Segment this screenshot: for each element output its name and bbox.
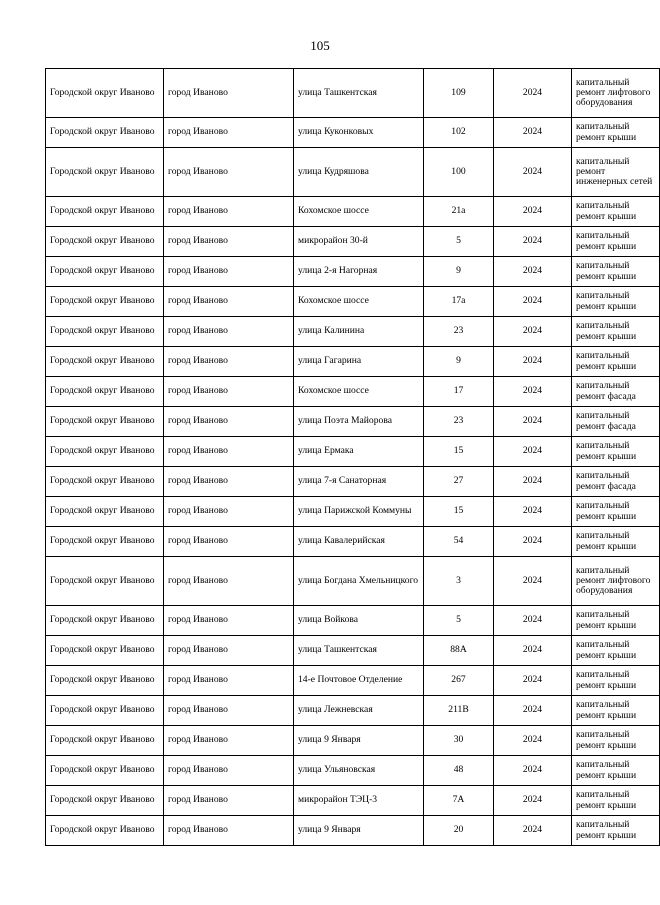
settlement-cell: город Иваново (164, 347, 294, 377)
settlement-cell: город Иваново (164, 557, 294, 606)
year-cell: 2024 (494, 726, 572, 756)
year-cell: 2024 (494, 497, 572, 527)
year-cell: 2024 (494, 197, 572, 227)
house-number-cell: 211В (424, 696, 494, 726)
settlement-cell: город Иваново (164, 666, 294, 696)
street-cell: улица 7-я Санаторная (294, 467, 424, 497)
table-row (46, 636, 660, 666)
settlement-cell: город Иваново (164, 287, 294, 317)
municipality-cell: Городской округ Иваново (46, 557, 164, 606)
settlement-cell: город Иваново (164, 69, 294, 118)
settlement-cell: город Иваново (164, 407, 294, 437)
house-number-cell: 102 (424, 118, 494, 148)
work-type-cell: капитальный ремонт лифтового оборудования (572, 69, 660, 118)
settlement-cell: город Иваново (164, 467, 294, 497)
house-number-cell: 17 (424, 377, 494, 407)
house-number-cell: 7А (424, 786, 494, 816)
work-type-cell: капитальный ремонт крыши (572, 118, 660, 148)
work-type-cell: капитальный ремонт крыши (572, 197, 660, 227)
house-number-cell: 21а (424, 197, 494, 227)
table-row (46, 257, 660, 287)
work-type-cell: капитальный ремонт крыши (572, 786, 660, 816)
table-row (46, 527, 660, 557)
year-cell: 2024 (494, 816, 572, 846)
house-number-cell: 27 (424, 467, 494, 497)
work-type-cell: капитальный ремонт крыши (572, 497, 660, 527)
table-row (46, 69, 660, 118)
municipality-cell: Городской округ Иваново (46, 467, 164, 497)
settlement-cell: город Иваново (164, 696, 294, 726)
municipality-cell: Городской округ Иваново (46, 636, 164, 666)
municipality-cell: Городской округ Иваново (46, 347, 164, 377)
street-cell: улица Кудряшова (294, 148, 424, 197)
house-number-cell: 48 (424, 756, 494, 786)
street-cell: улица Ульяновская (294, 756, 424, 786)
year-cell: 2024 (494, 557, 572, 606)
municipality-cell: Городской округ Иваново (46, 437, 164, 467)
year-cell: 2024 (494, 317, 572, 347)
settlement-cell: город Иваново (164, 636, 294, 666)
municipality-cell: Городской округ Иваново (46, 377, 164, 407)
table-row (46, 467, 660, 497)
street-cell: улица Парижской Коммуны (294, 497, 424, 527)
settlement-cell: город Иваново (164, 527, 294, 557)
street-cell: улица Ермака (294, 437, 424, 467)
house-number-cell: 100 (424, 148, 494, 197)
municipality-cell: Городской округ Иваново (46, 118, 164, 148)
street-cell: Кохомское шоссе (294, 287, 424, 317)
table-row (46, 666, 660, 696)
house-number-cell: 88А (424, 636, 494, 666)
street-cell: улица Лежневская (294, 696, 424, 726)
year-cell: 2024 (494, 377, 572, 407)
year-cell: 2024 (494, 407, 572, 437)
house-number-cell: 5 (424, 227, 494, 257)
municipality-cell: Городской округ Иваново (46, 527, 164, 557)
work-type-cell: капитальный ремонт лифтового оборудования (572, 557, 660, 606)
settlement-cell: город Иваново (164, 148, 294, 197)
page-number: 105 (310, 38, 330, 53)
table-row (46, 816, 660, 846)
year-cell: 2024 (494, 347, 572, 377)
work-type-cell: капитальный ремонт фасада (572, 467, 660, 497)
house-number-cell: 17а (424, 287, 494, 317)
municipality-cell: Городской округ Иваново (46, 786, 164, 816)
municipality-cell: Городской округ Иваново (46, 726, 164, 756)
street-cell: улица Кавалерийская (294, 527, 424, 557)
table-row (46, 407, 660, 437)
settlement-cell: город Иваново (164, 197, 294, 227)
municipality-cell: Городской округ Иваново (46, 148, 164, 197)
work-type-cell: капитальный ремонт крыши (572, 696, 660, 726)
table-row (46, 557, 660, 606)
settlement-cell: город Иваново (164, 726, 294, 756)
municipality-cell: Городской округ Иваново (46, 69, 164, 118)
street-cell: микрорайон 30-й (294, 227, 424, 257)
house-number-cell: 9 (424, 347, 494, 377)
year-cell: 2024 (494, 257, 572, 287)
settlement-cell: город Иваново (164, 257, 294, 287)
settlement-cell: город Иваново (164, 756, 294, 786)
year-cell: 2024 (494, 756, 572, 786)
table-row (46, 227, 660, 257)
house-number-cell: 30 (424, 726, 494, 756)
street-cell: улица Богдана Хмельницкого (294, 557, 424, 606)
table-row (46, 287, 660, 317)
settlement-cell: город Иваново (164, 816, 294, 846)
table-row (46, 148, 660, 197)
work-type-cell: капитальный ремонт фасада (572, 377, 660, 407)
house-number-cell: 267 (424, 666, 494, 696)
street-cell: 14-е Почтовое Отделение (294, 666, 424, 696)
table-row (46, 118, 660, 148)
work-type-cell: капитальный ремонт крыши (572, 347, 660, 377)
year-cell: 2024 (494, 527, 572, 557)
municipality-cell: Городской округ Иваново (46, 756, 164, 786)
house-number-cell: 109 (424, 69, 494, 118)
street-cell: улица Войкова (294, 606, 424, 636)
work-type-cell: капитальный ремонт крыши (572, 726, 660, 756)
settlement-cell: город Иваново (164, 377, 294, 407)
table-row (46, 197, 660, 227)
street-cell: улица 9 Января (294, 726, 424, 756)
house-number-cell: 54 (424, 527, 494, 557)
work-type-cell: капитальный ремонт крыши (572, 816, 660, 846)
house-number-cell: 23 (424, 407, 494, 437)
settlement-cell: город Иваново (164, 227, 294, 257)
year-cell: 2024 (494, 287, 572, 317)
table-row (46, 437, 660, 467)
settlement-cell: город Иваново (164, 118, 294, 148)
year-cell: 2024 (494, 467, 572, 497)
table-row (46, 317, 660, 347)
street-cell: улица Ташкентская (294, 636, 424, 666)
municipality-cell: Городской округ Иваново (46, 227, 164, 257)
street-cell: микрорайон ТЭЦ-3 (294, 786, 424, 816)
work-type-cell: капитальный ремонт крыши (572, 636, 660, 666)
house-number-cell: 15 (424, 437, 494, 467)
work-type-cell: капитальный ремонт крыши (572, 227, 660, 257)
table-row (46, 377, 660, 407)
house-number-cell: 3 (424, 557, 494, 606)
table-row (46, 347, 660, 377)
house-number-cell: 20 (424, 816, 494, 846)
municipality-cell: Городской округ Иваново (46, 816, 164, 846)
municipality-cell: Городской округ Иваново (46, 666, 164, 696)
year-cell: 2024 (494, 786, 572, 816)
work-type-cell: капитальный ремонт крыши (572, 287, 660, 317)
table-row (46, 497, 660, 527)
street-cell: улица Калинина (294, 317, 424, 347)
work-type-cell: капитальный ремонт крыши (572, 756, 660, 786)
work-type-cell: капитальный ремонт крыши (572, 606, 660, 636)
street-cell: улица 9 Января (294, 816, 424, 846)
municipality-cell: Городской округ Иваново (46, 257, 164, 287)
settlement-cell: город Иваново (164, 786, 294, 816)
year-cell: 2024 (494, 148, 572, 197)
municipality-cell: Городской округ Иваново (46, 606, 164, 636)
municipality-cell: Городской округ Иваново (46, 696, 164, 726)
work-type-cell: капитальный ремонт крыши (572, 437, 660, 467)
street-cell: Кохомское шоссе (294, 377, 424, 407)
work-type-cell: капитальный ремонт крыши (572, 317, 660, 347)
house-number-cell: 9 (424, 257, 494, 287)
street-cell: улица Ташкентская (294, 69, 424, 118)
municipality-cell: Городской округ Иваново (46, 287, 164, 317)
settlement-cell: город Иваново (164, 497, 294, 527)
year-cell: 2024 (494, 69, 572, 118)
street-cell: улица Гагарина (294, 347, 424, 377)
year-cell: 2024 (494, 437, 572, 467)
street-cell: улица 2-я Нагорная (294, 257, 424, 287)
house-number-cell: 5 (424, 606, 494, 636)
house-number-cell: 15 (424, 497, 494, 527)
table-row (46, 786, 660, 816)
street-cell: улица Куконковых (294, 118, 424, 148)
year-cell: 2024 (494, 606, 572, 636)
settlement-cell: город Иваново (164, 317, 294, 347)
table-row (46, 696, 660, 726)
table-body (46, 69, 660, 846)
year-cell: 2024 (494, 636, 572, 666)
municipality-cell: Городской округ Иваново (46, 317, 164, 347)
settlement-cell: город Иваново (164, 606, 294, 636)
settlement-cell: город Иваново (164, 437, 294, 467)
street-cell: улица Поэта Майорова (294, 407, 424, 437)
year-cell: 2024 (494, 666, 572, 696)
work-type-cell: капитальный ремонт фасада (572, 407, 660, 437)
year-cell: 2024 (494, 696, 572, 726)
municipality-cell: Городской округ Иваново (46, 197, 164, 227)
work-type-cell: капитальный ремонт крыши (572, 257, 660, 287)
year-cell: 2024 (494, 118, 572, 148)
year-cell: 2024 (494, 227, 572, 257)
table-row (46, 726, 660, 756)
house-number-cell: 23 (424, 317, 494, 347)
street-cell: Кохомское шоссе (294, 197, 424, 227)
table-row (46, 606, 660, 636)
table-row (46, 756, 660, 786)
municipality-cell: Городской округ Иваново (46, 407, 164, 437)
work-type-cell: капитальный ремонт крыши (572, 666, 660, 696)
municipality-cell: Городской округ Иваново (46, 497, 164, 527)
repair-schedule-table (45, 68, 660, 846)
work-type-cell: капитальный ремонт крыши (572, 527, 660, 557)
work-type-cell: капитальный ремонт инженерных сетей (572, 148, 660, 197)
